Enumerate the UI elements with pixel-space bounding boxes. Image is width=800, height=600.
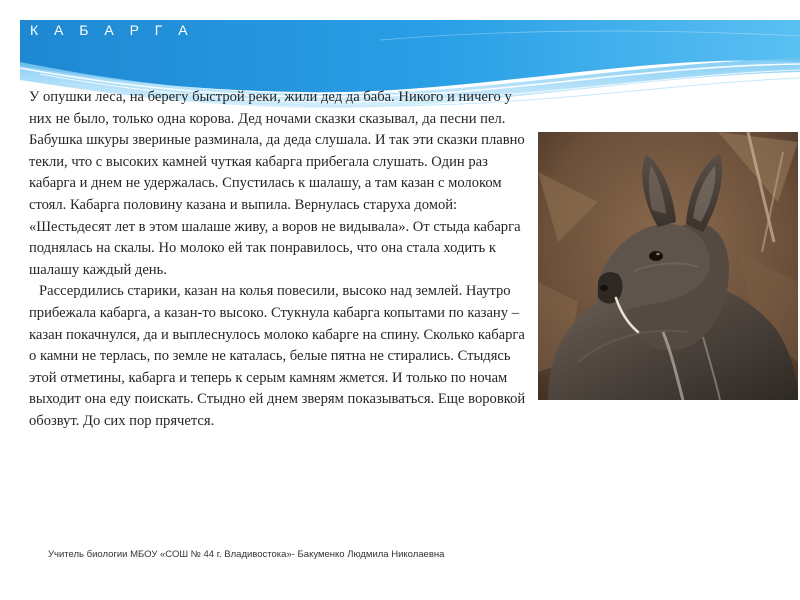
story-text xyxy=(29,87,529,433)
musk-deer-photo xyxy=(538,132,798,400)
musk-deer-illustration xyxy=(538,132,798,400)
author-credit: Учитель биологии МБОУ «СОШ № 44 г. Владивостока»- Бакуменко Людмила Николаевна xyxy=(48,549,445,560)
story-paragraph-1: У опушки леса, на берегу быстрой реки, жили дед да баба. Никого и ничего у них не было, только одна корова. Дед ночами сказки сказывал, да песни пел. Бабушка шкуры звериные разминала, да деда слушала. И так эти сказки плавно текли, что с высоких камней чуткая кабарга прибегала слушать. Один раз кабарга и днем не удержалась. Спустилась к шалашу, а там казан с молоком стоял. Кабарга половину казана и выпила. Вернулась старуха домой: «Шестьдесят лет в этом шалаше живу, а воров не видывала». От стыда кабарга поднялась на скалы. Но молоко ей так понравилось, что она стала ходить к шалашу каждый день. xyxy=(29,89,525,278)
story-paragraph-2: Рассердились старики, казан на колья повесили, высоко над землей. Наутро прибежала кабарга, а казан-то высоко. Стукнула кабарга копытами по казану – казан покачнулся, да и выплеснулось молоко кабарге на спину. Сколько кабарга о камни не терлась, по земле не каталась, белые пятна не стирались. Стыдясь этой отметины, кабарга и теперь к серым камням жмется. И только по ночам выходит она еду поискать. Стыдно ей днем зверям показываться. Еще воровкой обозвут. До сих пор прячется. xyxy=(29,283,526,429)
slide-title: К А Б А Р Г А xyxy=(30,22,194,38)
